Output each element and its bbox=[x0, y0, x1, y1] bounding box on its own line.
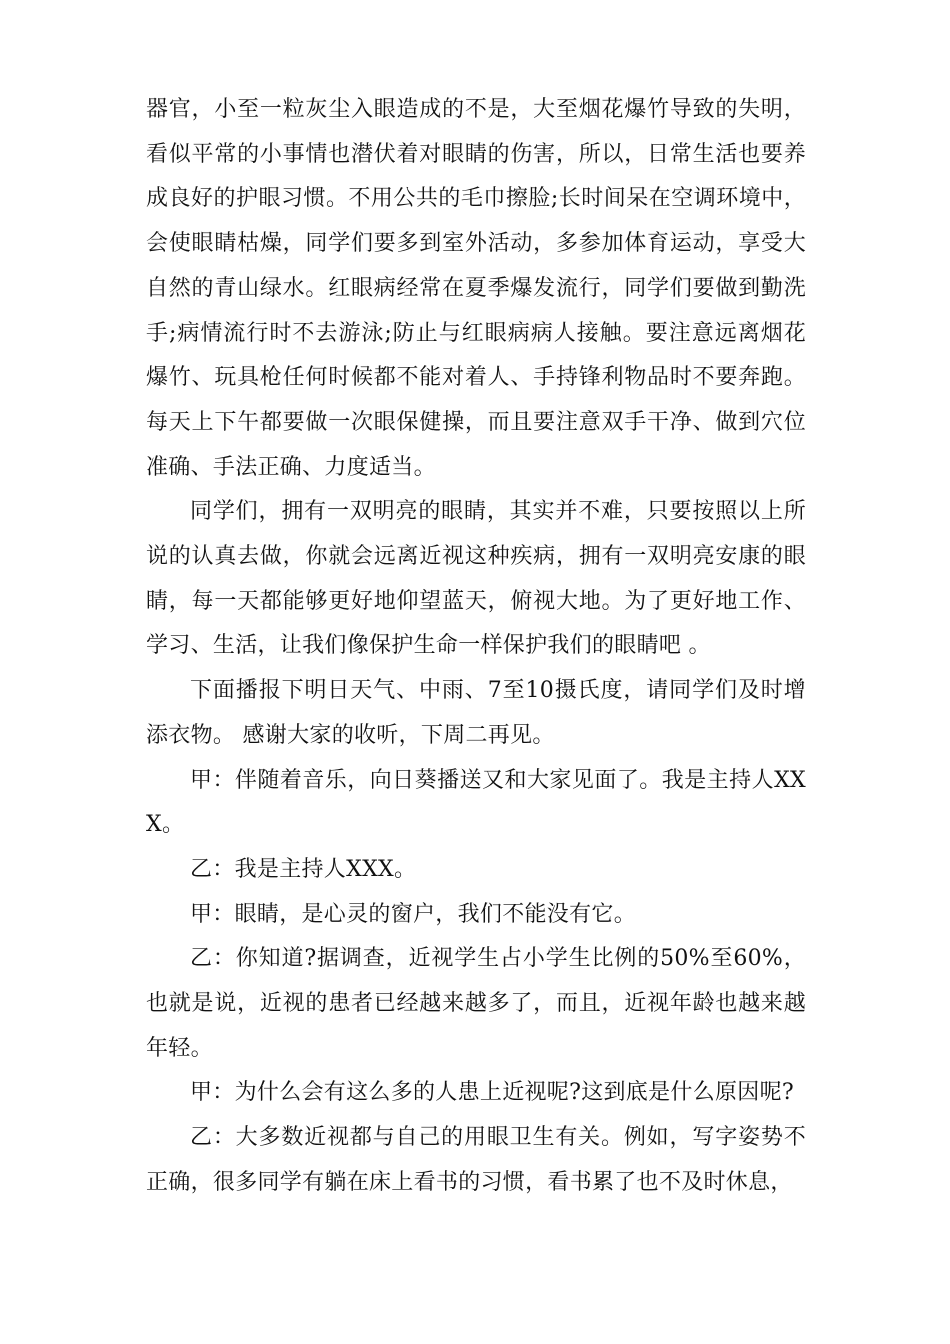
paragraph-eyes-window: 甲：眼睛，是心灵的窗户，我们不能没有它。 bbox=[190, 901, 637, 927]
paragraph-host-b-intro: 乙：我是主持人XXX。 bbox=[190, 856, 417, 882]
paragraph-survey: 乙：你知道?据调查，近视学生占小学生比例的50%至60%，也就是说，近视的患者已经越来越多了，而且，近视年龄也越来越年轻。 bbox=[146, 946, 806, 1061]
paragraph-protect-eyes: 同学们，拥有一双明亮的眼睛，其实并不难，只要按照以上所说的认真去做，你就会远离近视这种疾病，拥有一双明亮安康的眼睛，每一天都能够更好地仰望蓝天，俯视大地。为了更好地工作、学习、生活，让我们像保护生命一样保护我们的眼睛吧 。 bbox=[146, 499, 806, 659]
paragraph-host-a-intro: 甲：伴随着音乐，向日葵播送又和大家见面了。我是主持人XXX。 bbox=[146, 767, 806, 838]
paragraph-eye-care-habits: 器官，小至一粒灰尘入眼造成的不是，大至烟花爆竹导致的失明，看似平常的小事情也潜伏着对眼睛的伤害，所以，日常生活也要养成良好的护眼习惯。不用公共的毛巾擦脸;长时间呆在空调环境中，会使眼睛枯燥，同学们要多到室外活动，多参加体育运动，享受大自然的青山绿水。红眼病经常在夏季爆发流行，同学们要做到勤洗手;病情流行时不去游泳;防止与红眼病病人接触。要注意远离烟花爆竹、玩具枪任何时候都不能对着人、手持锋利物品时不要奔跑。每天上下午都要做一次眼保健操，而且要注意双手干净、做到穴位准确、手法正确、力度适当。 bbox=[146, 97, 806, 480]
paragraph-question: 甲：为什么会有这么多的人患上近视呢?这到底是什么原因呢? bbox=[190, 1080, 794, 1106]
paragraph-weather: 下面播报下明日天气、中雨、7至10摄氏度，请同学们及时增添衣物。 感谢大家的收听，下周二再见。 bbox=[146, 678, 806, 748]
paragraph-causes: 乙：大多数近视都与自己的用眼卫生有关。例如，写字姿势不正确，很多同学有躺在床上看书的习惯，看书累了也不及时休息， bbox=[146, 1125, 806, 1195]
document-body bbox=[146, 88, 806, 1206]
